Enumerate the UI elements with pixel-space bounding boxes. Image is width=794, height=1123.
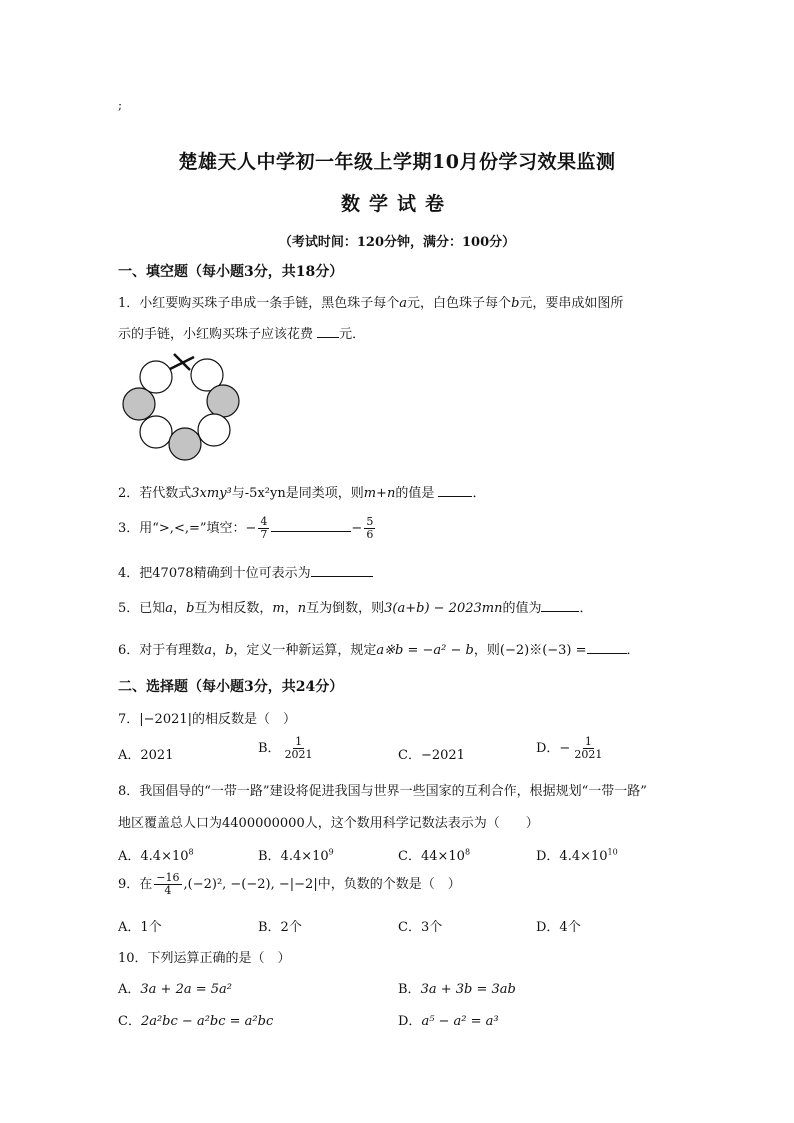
q10-option-d[interactable]: D．a⁵ − a² = a³ xyxy=(398,1014,499,1029)
var-b: b xyxy=(511,296,520,311)
q7-text: 的相反数是（ ） xyxy=(192,712,297,727)
q6-calc: (−2)※(−3) = xyxy=(499,643,587,658)
q4-text: 4．把47078精确到十位可表示为 xyxy=(118,566,311,581)
q8-option-b[interactable]: B．$4.4\times 10^9$ xyxy=(258,847,334,864)
q2-text: 的值是 xyxy=(395,486,435,501)
q6-text: ，定义一种新运算，规定 xyxy=(233,643,377,658)
fraction: $\frac{5}{6}$ xyxy=(366,515,374,541)
q8-option-d[interactable]: D．$4.4\times 10^{10}$ xyxy=(536,847,618,864)
q10-stem: 10．下列运算正确的是（ ） xyxy=(118,951,291,966)
q1-line2 xyxy=(118,323,365,342)
q8-option-c[interactable]: C．$44\times 10^8$ xyxy=(398,847,471,864)
exam-meta: （考试时间：120分钟，满分：100分） xyxy=(278,235,516,250)
q2-text: 与-5x²yn是同类项，则 xyxy=(231,486,364,501)
q8-line2: 地区覆盖总人口为4400000000人，这个数用科学记数法表示为（ ） xyxy=(118,816,539,831)
q6-def: a※b = −a² − b xyxy=(376,643,474,658)
q5-text: 的值为 xyxy=(502,601,542,616)
q10-option-c[interactable]: C．2a²bc − a²bc = a²bc xyxy=(118,1014,274,1029)
bead-black xyxy=(207,385,239,417)
bead-black xyxy=(123,388,155,420)
answer-blank[interactable] xyxy=(587,653,627,654)
q5: 5．已知a，b互为相反数，m，n互为倒数，则3(a+b) − 2023mn的值为 ． xyxy=(118,601,593,616)
stray-mark: ; xyxy=(118,98,123,112)
section-heading-choice: 二、选择题（每小题3分，共24分） xyxy=(118,679,344,695)
q10-option-a[interactable]: A．3a + 2a = 5a² xyxy=(118,982,232,997)
answer-blank[interactable] xyxy=(438,496,472,497)
q9-option-d[interactable]: D．4个 xyxy=(536,920,581,935)
subject-title: 数学试卷 xyxy=(340,193,453,215)
q8-option-a[interactable]: A．$4.4\times 10^8$ xyxy=(118,847,194,864)
q5-text: 5．已知 xyxy=(118,601,166,616)
q8-line1: 8．我国倡导的“一带一路”建设将促进我国与世界一些国家的互利合作，根据规划“一带一路” xyxy=(118,784,647,799)
q2-expr: m+n xyxy=(363,486,396,501)
answer-blank[interactable] xyxy=(311,576,373,577)
q4 xyxy=(118,562,373,581)
q9-option-b[interactable]: B．2个 xyxy=(258,920,302,935)
q2: 2．若代数式3xmy³与-5x²yn是同类项，则m+n的值是 ． xyxy=(118,486,486,501)
q1-text: 1．小红要购买珠子串成一条手链，黑色珠子每个 xyxy=(118,296,400,311)
q7-option-a[interactable]: A．2021 xyxy=(118,748,174,763)
q7-option-c[interactable]: C．−2021 xyxy=(398,748,465,763)
exam-title: 楚雄天人中学初一年级上学期10月份学习效果监测 xyxy=(178,151,616,173)
q5-text: 互为倒数，则 xyxy=(306,601,385,616)
q1-text: 元，要串成如图所 xyxy=(519,296,624,311)
q1-line1 xyxy=(118,292,623,311)
q9-option-a[interactable]: A．1个 xyxy=(118,920,162,935)
fraction: $\frac{4}{7}$ xyxy=(260,515,268,541)
bead-white xyxy=(140,361,172,393)
q1-text: 示的手链，小红购买珠子应该花费 xyxy=(118,327,314,342)
q9-expr: ,(−2)², −(−2), −|−2| xyxy=(183,877,318,892)
q6-text: 6．对于有理数 xyxy=(118,643,205,658)
bead-black xyxy=(169,428,201,460)
bracelet-figure xyxy=(118,352,248,464)
clasp-cross xyxy=(174,354,190,370)
bead-white xyxy=(140,416,172,448)
q7-option-d[interactable]: D．− $\frac{1}{2021}$ xyxy=(536,735,603,761)
q5-text: 互为相反数， xyxy=(194,601,273,616)
answer-blank[interactable] xyxy=(541,611,579,612)
q3-text: 3．用“>,<,=”填空：− xyxy=(118,521,257,536)
q2-expr: 3xmy³ xyxy=(191,486,232,501)
q5-expr: 3(a+b) − 2023mn xyxy=(384,601,503,616)
q2-text: 2．若代数式 xyxy=(118,486,192,501)
q1-text: 元，白色珠子每个 xyxy=(407,296,512,311)
q9-option-c[interactable]: C．3个 xyxy=(398,920,443,935)
q9-text: 中，负数的个数是（ ） xyxy=(317,877,461,892)
q1-text: 元． xyxy=(339,327,366,342)
minus-sign: − xyxy=(351,521,363,536)
q10-option-b[interactable]: B．3a + 3b = 3ab xyxy=(398,982,516,997)
q7-expr: |−2021| xyxy=(139,712,193,727)
answer-blank[interactable] xyxy=(271,531,351,532)
q6: 6．对于有理数a，b，定义一种新运算，规定a※b = −a² − b，则(−2)※(−3) = ． xyxy=(118,643,640,658)
q7-stem: 7．|−2021|的相反数是（ ） xyxy=(118,712,297,727)
q7-option-b[interactable]: B． $\frac{1}{2021}$ xyxy=(258,735,313,761)
q9-stem: 9．在 $\frac{-16}{4}$ ,(−2)², −(−2), −|−2|中，负数的个数是（ ） xyxy=(118,871,461,897)
answer-blank[interactable] xyxy=(317,337,339,338)
q3 xyxy=(118,516,377,541)
fraction: $\frac{-16}{4}$ xyxy=(156,871,180,897)
bead-white xyxy=(198,414,230,446)
section-heading-fill-blank: 一、填空题（每小题3分，共18分） xyxy=(118,264,344,280)
var-a: a xyxy=(399,296,408,311)
